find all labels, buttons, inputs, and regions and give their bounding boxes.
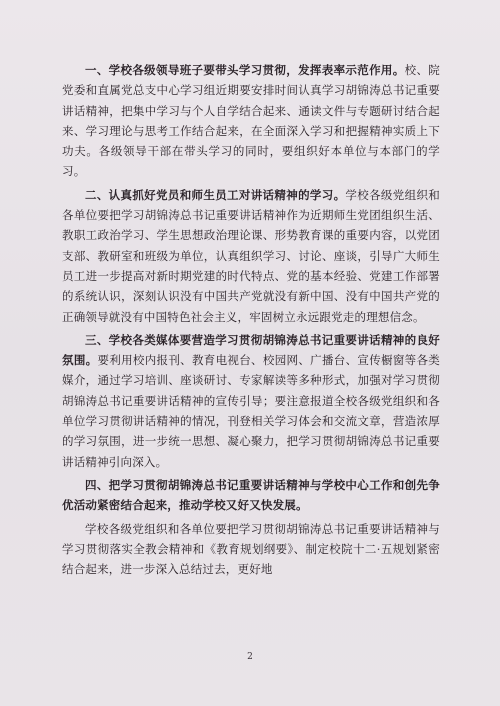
paragraph-3 (62, 330, 440, 472)
paragraph-5 (62, 519, 440, 580)
paragraph-3-heading: 三、学校各类媒体要营造学习贯彻胡锦涛总书记重要讲话精神的良好氛围。 (62, 332, 440, 368)
paragraph-2-text: 学校各级党组织和各单位要把学习胡锦涛总书记重要讲话精神作为近期师生党团组织生活、教职工政治学习、学生思想政治理论课、形势教育课的重要内容，以党团支部、教研室和班级为单位，认真组织学习、讨论、座谈，引导广大师生员工进一步提高对新时期党建的时代特点、党的基本经验、党建工作部署的系统认识，深刻认识没有中国共产党就没有新中国、没有中国共产党的正确领导就没有中国特色社会主义，牢固树立永远跟党走的理想信念。 (62, 187, 440, 324)
paragraph-1-text: 校、院党委和直属党总支中心学习组近期要安排时间认真学习胡锦涛总书记重要讲话精神，把集中学习与个人自学结合起来、通读文件与专题研讨结合起来、学习理论与思考工作结合起来，在全面深入学习和把握精神实质上下功夫。各级领导干部在带头学习的同时，要组织好本单位与本部门的学习。 (62, 63, 440, 179)
document-body (62, 60, 440, 582)
paragraph-1 (62, 60, 440, 182)
paragraph-2-heading: 二、认真抓好党员和师生员工对讲话精神的学习。 (85, 187, 346, 202)
paragraph-4-heading: 四、把学习贯彻胡锦涛总书记重要讲话精神与学校中心工作和创先争优活动紧密结合起来，推动学校又好又快发展。 (62, 477, 440, 513)
paragraph-5-text: 学校各级党组织和各单位要把学习贯彻胡锦涛总书记重要讲话精神与学习贯彻落实全教会精神和《教育规划纲要》、制定校院十二·五规划紧密结合起来，进一步深入总结过去，更好地 (62, 521, 440, 577)
paragraph-1-heading: 一、学校各级领导班子要带头学习贯彻，发挥表率示范作用。 (85, 63, 405, 77)
paragraph-4 (62, 475, 440, 516)
paragraph-2 (62, 185, 440, 327)
page-number: 2 (247, 652, 253, 662)
paragraph-3-text: 要利用校内报刊、教育电视台、校园网、广播台、宣传橱窗等各类媒介，通过学习培训、座谈研讨、专家解读等多种形式，加强对学习贯彻胡锦涛总书记重要讲话精神的宣传引导；要注意报道全校各级党组织和各单位学习贯彻讲话精神的情况，刊登相关学习体会和交流文章，营造浓厚的学习氛围，进一步统一思想、凝心聚力，把学习贯彻胡锦涛总书记重要讲话精神引向深入。 (62, 353, 440, 469)
